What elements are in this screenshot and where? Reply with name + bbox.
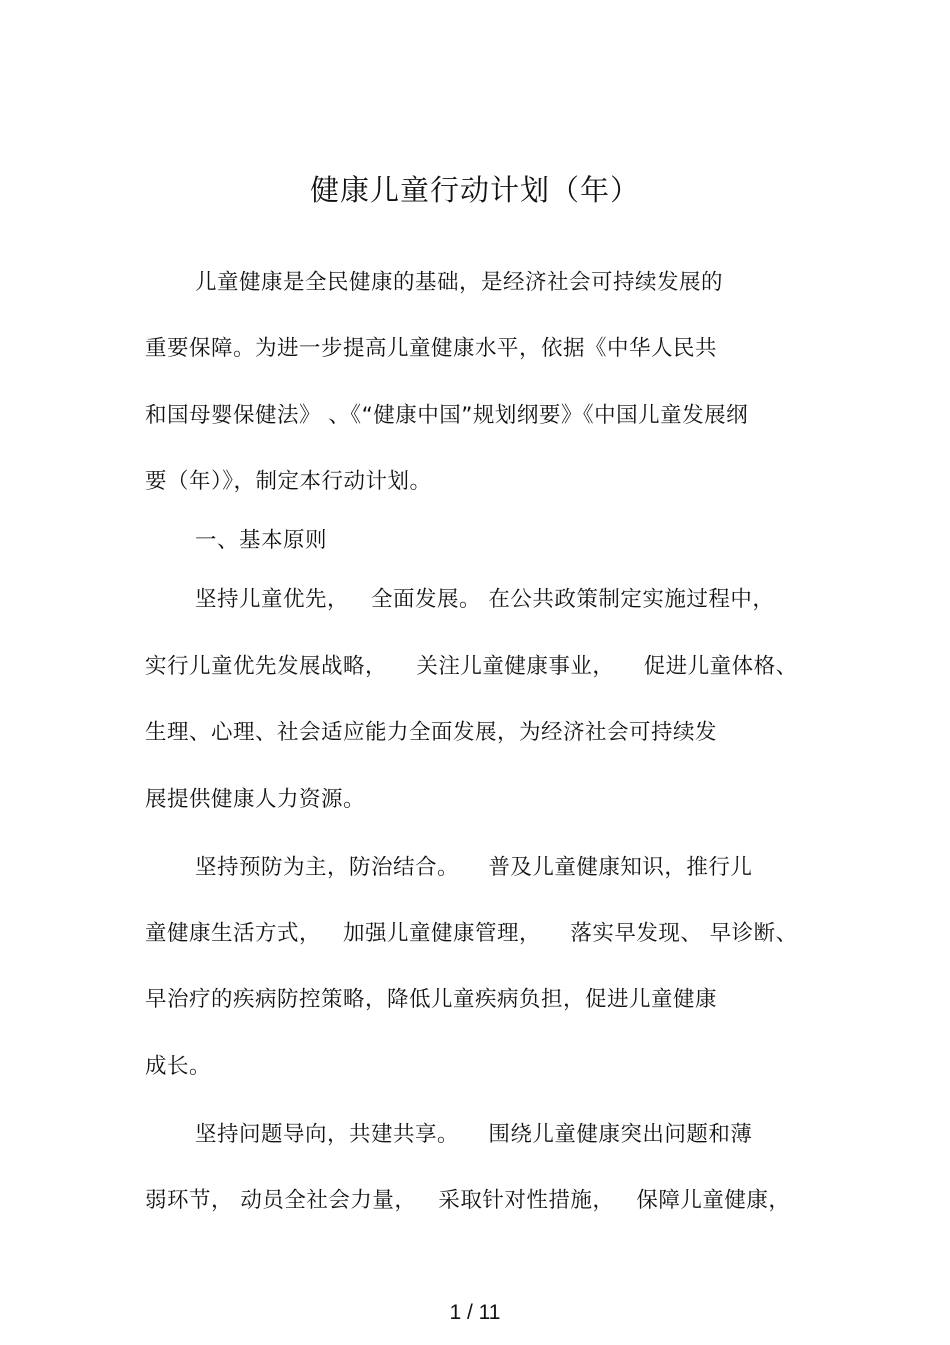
paragraph-line: 坚持预防为主，防治结合。 普及儿童健康知识，推行儿 xyxy=(195,855,753,880)
paragraph-line: 早治疗的疾病防控策略，降低儿童疾病负担，促进儿童健康 xyxy=(145,987,718,1012)
paragraph-line: 弱环节， 动员全社会力量， 采取针对性措施， 保障儿童健康， xyxy=(145,1188,791,1213)
paragraph-line: 成长。 xyxy=(145,1054,212,1079)
page-number: 1 / 11 xyxy=(449,1301,501,1324)
paragraph-line: 实行儿童优先发展战略， 关注儿童健康事业， 促进儿童体格、 xyxy=(145,654,798,679)
paragraph-line: 生理、心理、社会适应能力全面发展，为经济社会可持续发 xyxy=(145,720,718,745)
paragraph-line: 要（年）》，制定本行动计划。 xyxy=(145,469,432,494)
paragraph-line: 展提供健康人力资源。 xyxy=(145,787,366,812)
section-heading: 一、基本原则 xyxy=(195,528,328,553)
paragraph-line: 童健康生活方式， 加强儿童健康管理， 落实早发现、 早诊断、 xyxy=(145,921,798,946)
document-title: 健康儿童行动计划（年） xyxy=(309,173,640,207)
paragraph-line: 坚持问题导向，共建共享。 围绕儿童健康突出问题和薄 xyxy=(195,1122,753,1147)
paragraph-line: 和国母婴保健法》 、《“健康中国”规划纲要》《中国儿童发展纲 xyxy=(145,403,749,428)
paragraph-line: 儿童健康是全民健康的基础，是经济社会可持续发展的 xyxy=(195,270,724,295)
paragraph-line: 坚持儿童优先， 全面发展。 在公共政策制定实施过程中， xyxy=(195,587,775,612)
paragraph-line: 重要保障。为进一步提高儿童健康水平，依据《中华人民共 xyxy=(145,336,718,361)
